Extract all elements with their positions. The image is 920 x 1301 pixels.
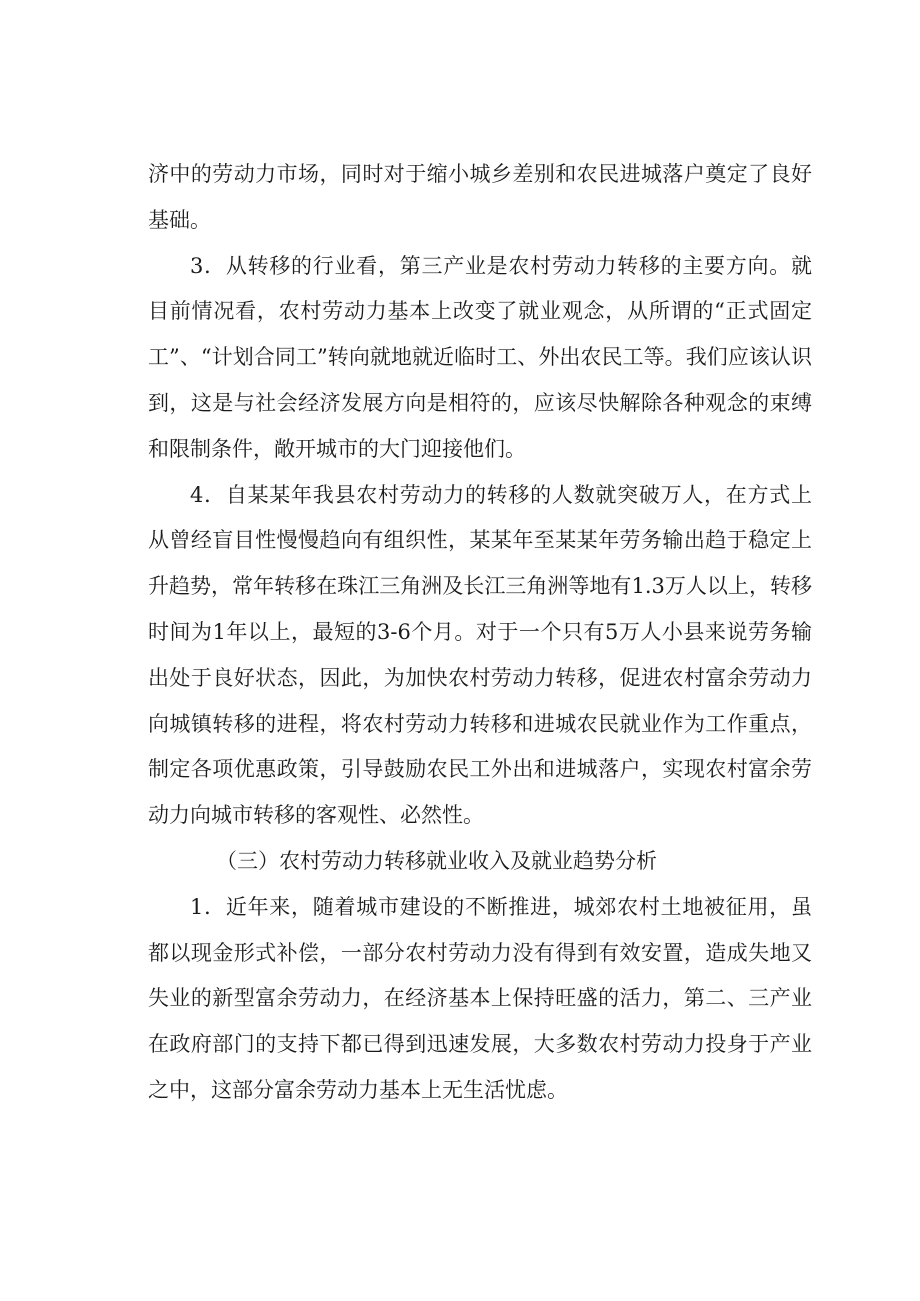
paragraph-item-3: 3．从转移的行业看，第三产业是农村劳动力转移的主要方向。就目前情况看，农村劳动力基本上改变了就业观念，从所谓的“正式固定工”、“计划合同工”转向就地就近临时工、外出农民工等。我们应该认识到，这是与社会经济发展方向是相符的，应该尽快解除各种观念的束缚和限制条件，敞开城市的大门迎接他们。 bbox=[148, 253, 812, 461]
document-body bbox=[148, 152, 812, 1114]
paragraph-item-1: 1．近年来，随着城市建设的不断推进，城郊农村土地被征用，虽都以现金形式补偿，一部分农村劳动力没有得到有效安置，造成失地又失业的新型富余劳动力，在经济基本上保持旺盛的活力，第二、三产业在政府部门的支持下都已得到迅速发展，大多数农村劳动力投身于产业之中，这部分富余劳动力基本上无生活忧虑。 bbox=[148, 894, 812, 1102]
paragraph-continuation: 济中的劳动力市场，同时对于缩小城乡差别和农民进城落户奠定了良好基础。 bbox=[148, 162, 812, 232]
section-heading: （三）农村劳动力转移就业收入及就业趋势分析 bbox=[216, 848, 657, 873]
paragraph-item-4: 4．自某某年我县农村劳动力的转移的人数就突破万人，在方式上从曾经盲目性慢慢趋向有组织性，某某年至某某年劳务输出趋于稳定上升趋势，常年转移在珠江三角洲及长江三角洲等地有1.3万人以上，转移时间为1年以上，最短的3-6个月。对于一个只有5万人小县来说劳务输出处于良好状态，因此，为加快农村劳动力转移，促进农村富余劳动力向城镇转移的进程，将农村劳动力转移和进城农民就业作为工作重点，制定各项优惠政策，引导鼓励农民工外出和进城落户，实现农村富余劳动力向城市转移的客观性、必然性。 bbox=[148, 482, 812, 828]
